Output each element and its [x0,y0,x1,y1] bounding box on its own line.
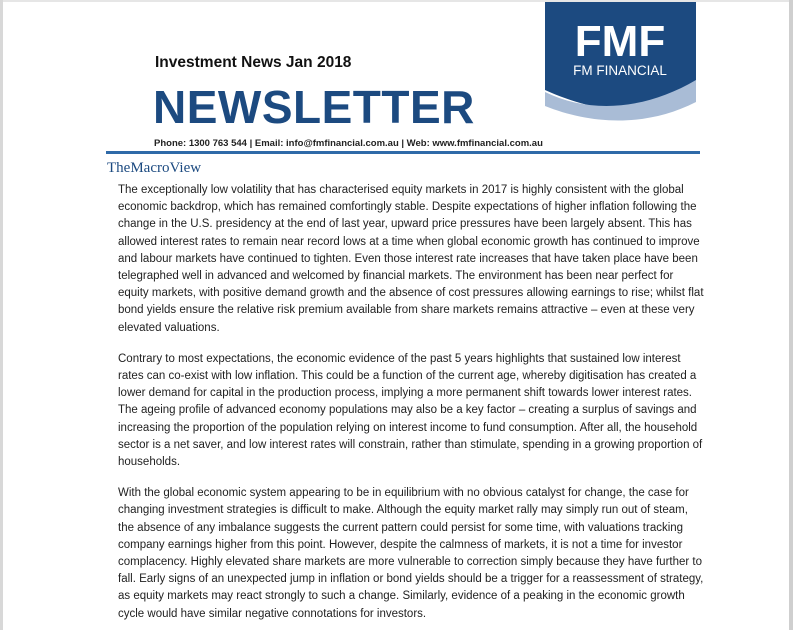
fmf-logo [545,2,696,128]
header-divider [106,151,700,154]
newsletter-title: NEWSLETTER [153,81,475,133]
article-paragraph: The exceptionally low volatility that has characterised equity markets in 2017 is highly consistent with the global economic backdrop, which has remained comfortingly stable. Despite expectations of higher inflation following the change in the U.S. presidency at the end of last year, upward price pressures have been largely absent. This has allowed interest rates to remain near record lows at a time when global economic growth has continued to improve and labour markets have continued to tighten. Even those interest rate increases that have taken place have been telegraphed well in advanced and welcomed by financial markets. The environment has been near perfect for equity markets, with positive demand growth and the absence of cost pressures allowing earnings to rise; whilst flat bond yields ensure the relative risk premium available from share markets remains attractive – even at these very elevated valuations. [118,184,704,334]
article-paragraph: With the global economic system appearing to be in equilibrium with no obvious catalyst for change, the case for changing investment strategies is difficult to make. Although the equity market rally may simply run out of steam, the absence of any imbalance suggests the current pattern could persist for some time, with valuations tracking company earnings higher from this point. However, despite the calmness of markets, it is not a time for investor complacency. Highly elevated share markets are more vulnerable to correction simply because they have further to fall. Early signs of an unexpected jump in inflation or bond yields should be a trigger for a reassessment of strategy, as equity markets may react strongly to such a change. Similarly, evidence of a peaking in the economic growth cycle would have similar negative connotations for investors. [118,487,704,620]
section-title: TheMacroView [107,160,202,176]
logo-company-name: FM FINANCIAL [573,63,667,78]
page-left-border [0,0,3,630]
contact-line: Phone: 1300 763 544 | Email: info@fmfinancial.com.au | Web: www.fmfinancial.com.au [154,138,543,149]
article-body [118,182,704,637]
page-right-border [789,0,793,630]
logo-mark: FMF [574,17,666,66]
newsletter-subtitle: Investment News Jan 2018 [155,54,352,71]
article-paragraph: Contrary to most expectations, the economic evidence of the past 5 years highlights that sustained low interest rates can co-exist with low inflation. This could be a function of the current age, whereby digitisation has created a lower demand for capital in the production process, implying a more permanent shift towards lower interest rates. The ageing profile of advanced economy populations may also be a key factor – creating a surplus of savings and increasing the proportion of the population relying on interest income to fund consumption. After all, the household sector is a net saver, and low interest rates will constrain, rather than stimulate, spending in a growing proportion of households. [118,352,703,469]
